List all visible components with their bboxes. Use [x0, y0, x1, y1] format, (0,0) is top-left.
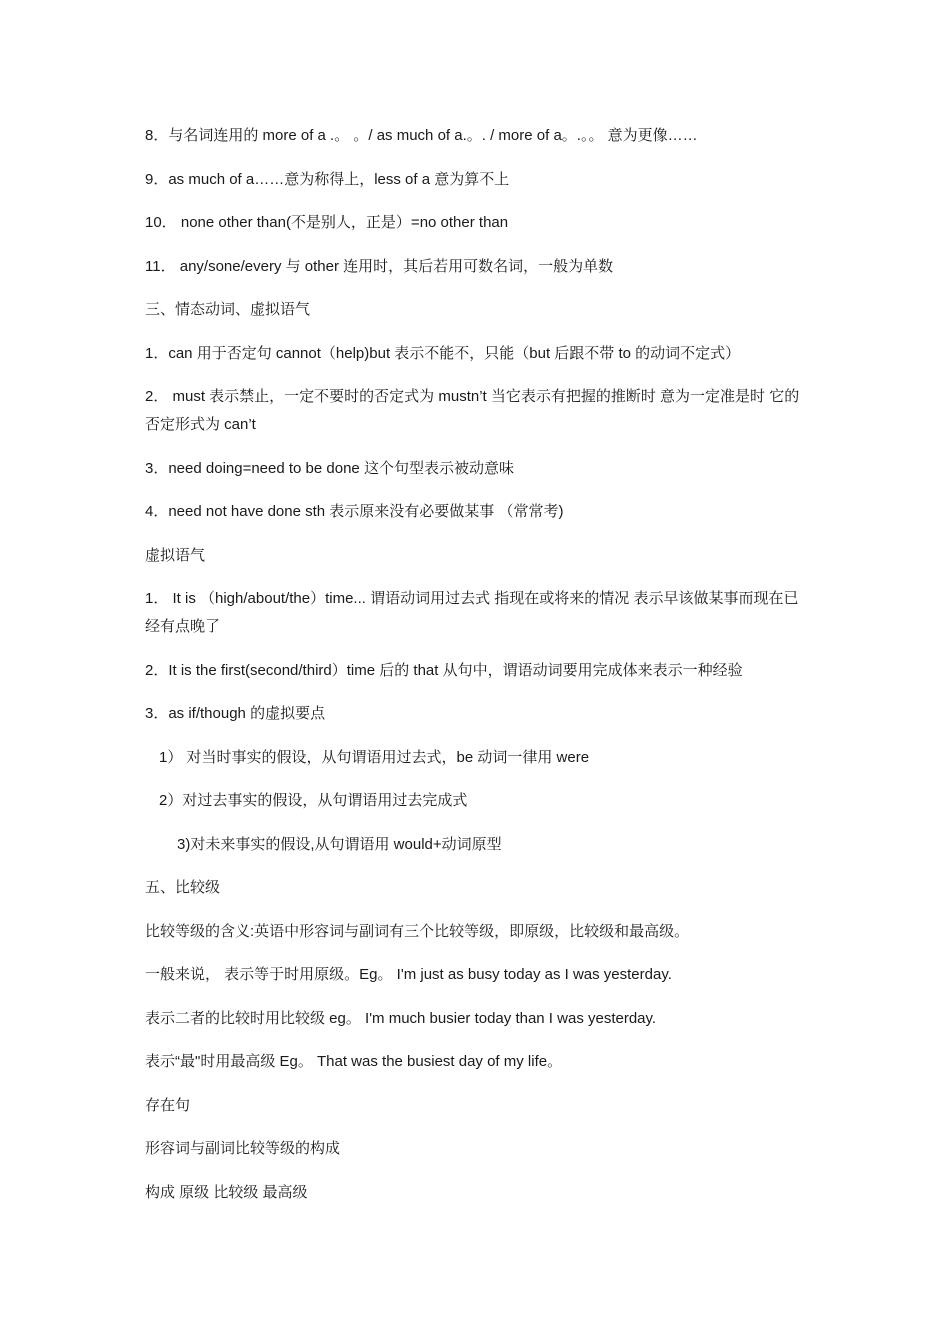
- document-paragraph: 存在句: [145, 1096, 191, 1114]
- document-paragraph: 1．can 用于否定句 cannot（help)but 表示不能不，只能（but 后跟不带 to 的动词不定式）: [145, 344, 741, 362]
- document-paragraph: 表示“最"时用最高级 Eg。 That was the busiest day of my life。: [145, 1053, 563, 1070]
- document-paragraph: 9．as much of a……意为称得上，less of a 意为算不上: [145, 170, 510, 188]
- document-paragraph: 11． any/sone/every 与 other 连用时，其后若用可数名词，一般为单数: [145, 257, 614, 275]
- document-paragraph: 4．need not have done sth 表示原来没有必要做某事 （常常考): [145, 503, 564, 520]
- document-paragraph: 1） 对当时事实的假设，从句谓语用过去式，be 动词一律用 were: [159, 748, 590, 766]
- document-paragraph: 三、情态动词、虚拟语气: [145, 301, 311, 318]
- document-paragraph: 1． It is （high/about/the）time... 谓语动词用过去式 指现在或将来的情况 表示早该做某事而现在已经有点晚了: [145, 590, 799, 635]
- document-paragraph: 构成 原级 比较级 最高级: [145, 1183, 308, 1201]
- document-paragraph: 虚拟语气: [145, 546, 206, 564]
- document-paragraph: 3．need doing=need to be done 这个句型表示被动意味: [145, 459, 514, 477]
- document-paragraph: 2．It is the first(second/third）time 后的 that 从句中，谓语动词要用完成体来表示一种经验: [145, 661, 743, 679]
- document-paragraph: 8．与名词连用的 more of a .。 。/ as much of a.。. / more of a。.。。 意为更像……: [145, 127, 698, 144]
- document-paragraph: 2． must 表示禁止，一定不要时的否定式为 mustn’t 当它表示有把握的推断时 意为一定准是时 它的否定形式为 can’t: [145, 388, 800, 433]
- document-paragraph: 2）对过去事实的假设，从句谓语用过去完成式: [159, 792, 468, 809]
- document-paragraph: 比较等级的含义:英语中形容词与副词有三个比较等级，即原级，比较级和最高级。: [145, 922, 690, 940]
- document-paragraph: 表示二者的比较时用比较级 eg。 I'm much busier today than I was yesterday.: [145, 1009, 657, 1027]
- document-paragraph: 五、比较级: [145, 879, 221, 896]
- document-paragraph: 形容词与副词比较等级的构成: [145, 1140, 341, 1157]
- document-paragraph: 10． none other than(不是别人，正是）=no other than: [145, 214, 509, 231]
- document-paragraph: 3)对未来事实的假设,从句谓语用 would+动词原型: [177, 835, 502, 853]
- document-paragraph: 3．as if/though 的虚拟要点: [145, 705, 326, 722]
- document-body: [145, 122, 810, 1222]
- document-paragraph: 一般来说， 表示等于时用原级。Eg。 I'm just as busy today as I was yesterday.: [145, 966, 672, 983]
